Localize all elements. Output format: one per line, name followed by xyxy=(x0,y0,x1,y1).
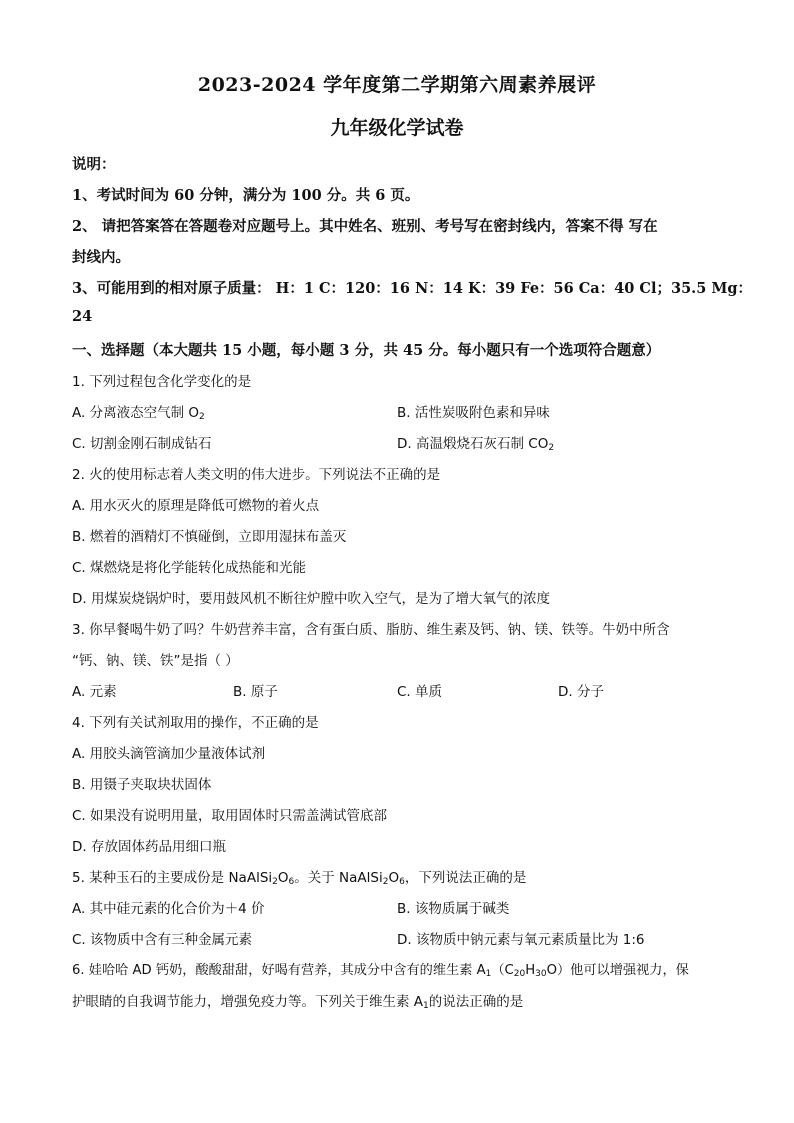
question-6-stem-cont: 护眼睛的自我调节能力，增强免疫力等。下列关于维生素 $A_1$的说法正确的是 xyxy=(72,994,524,1011)
question-3-option-d: D. 分子 xyxy=(558,684,604,700)
question-6-stem: 6. 娃哈哈 AD 钙奶，酸酸甜甜，好喝有营养，其成分中含有的维生素 $A_1(C_{20}H_{30}O)$他可以增强视力，保 xyxy=(72,963,689,979)
instructions-label: 说明： xyxy=(72,156,116,173)
instruction-item-1: 1、考试时间为 60 分钟，满分为 100 分。共 6 页。 xyxy=(72,187,420,204)
question-1-option-b: B. 活性炭吸附色素和异味 xyxy=(397,405,550,421)
question-3-option-b: B. 原子 xyxy=(233,684,278,700)
question-3-option-a: A. 元素 xyxy=(72,684,117,700)
question-4-option-b: B. 用镊子夹取块状固体 xyxy=(72,777,212,793)
question-2-option-d: D. 用煤炭烧锅炉时，要用鼓风机不断往炉膛中吹入空气，是为了增大氧气的浓度 xyxy=(72,591,550,607)
question-3-option-c: C. 单质 xyxy=(397,684,443,700)
exam-subtitle: 九年级化学试卷 xyxy=(330,117,464,139)
question-5-option-b: B. 该物质属于碱类 xyxy=(397,901,510,917)
question-5-option-d: D. 该物质中钠元素与氧元素质量比为 1:6 xyxy=(397,932,645,948)
instruction-item-3: 3、可能用到的相对原子质量： H：1 C：120：16 N：14 K：39 Fe：56 Ca：40 Cl；35.5 Mg： xyxy=(72,280,753,297)
question-1-option-a: A. 分离液态空气制 $O_2$ xyxy=(72,405,205,422)
question-5-stem: 5. 某种玉石的主要成份是 $NaAlSi_2O_6$。关于 $NaAlSi_2O_6$，下列说法正确的是 xyxy=(72,870,527,887)
question-4-option-d: D. 存放固体药品用细口瓶 xyxy=(72,839,226,855)
question-2-option-a: A. 用水灭火的原理是降低可燃物的着火点 xyxy=(72,498,320,514)
question-1-option-c: C. 切割金刚石制成钻石 xyxy=(72,436,212,452)
question-5-option-c: C. 该物质中含有三种金属元素 xyxy=(72,932,253,948)
question-4-option-c: C. 如果没有说明用量，取用固体时只需盖满试管底部 xyxy=(72,808,388,824)
question-2-option-b: B. 燃着的酒精灯不慎碰倒，立即用湿抹布盖灭 xyxy=(72,529,347,545)
question-1-option-d: D. 高温煅烧石灰石制 $CO_2$ xyxy=(397,436,555,453)
section-heading: 一、选择题（本大题共 15 小题，每小题 3 分，共 45 分。每小题只有一个选项符合题意） xyxy=(72,342,661,359)
question-1-stem: 1. 下列过程包含化学变化的是 xyxy=(72,374,252,390)
question-4-option-a: A. 用胶头滴管滴加少量液体试剂 xyxy=(72,746,266,762)
question-2-stem: 2. 火的使用标志着人类文明的伟大进步。下列说法不正确的是 xyxy=(72,467,441,483)
question-3-stem: 3. 你早餐喝牛奶了吗？牛奶营养丰富，含有蛋白质、脂肪、维生素及钙、钠、镁、铁等。牛奶中所含 xyxy=(72,622,670,638)
exam-title: 2023-2024 学年度第二学期第六周素养展评 xyxy=(197,74,597,96)
instruction-item-3-cont: 24 xyxy=(72,308,93,325)
question-4-stem: 4. 下列有关试剂取用的操作，不正确的是 xyxy=(72,715,319,731)
question-3-stem-cont: “钙、钠、镁、铁”是指（ ） xyxy=(72,653,239,669)
instruction-item-2: 2、 请把答案答在答题卷对应题号上。其中姓名、班别、考号写在密封线内，答案不得 写在 xyxy=(72,218,658,235)
question-5-option-a: A. 其中硅元素的化合价为＋4 价 xyxy=(72,901,265,917)
question-2-option-c: C. 煤燃烧是将化学能转化成热能和光能 xyxy=(72,560,307,576)
instruction-item-2-cont: 封线内。 xyxy=(72,249,130,266)
